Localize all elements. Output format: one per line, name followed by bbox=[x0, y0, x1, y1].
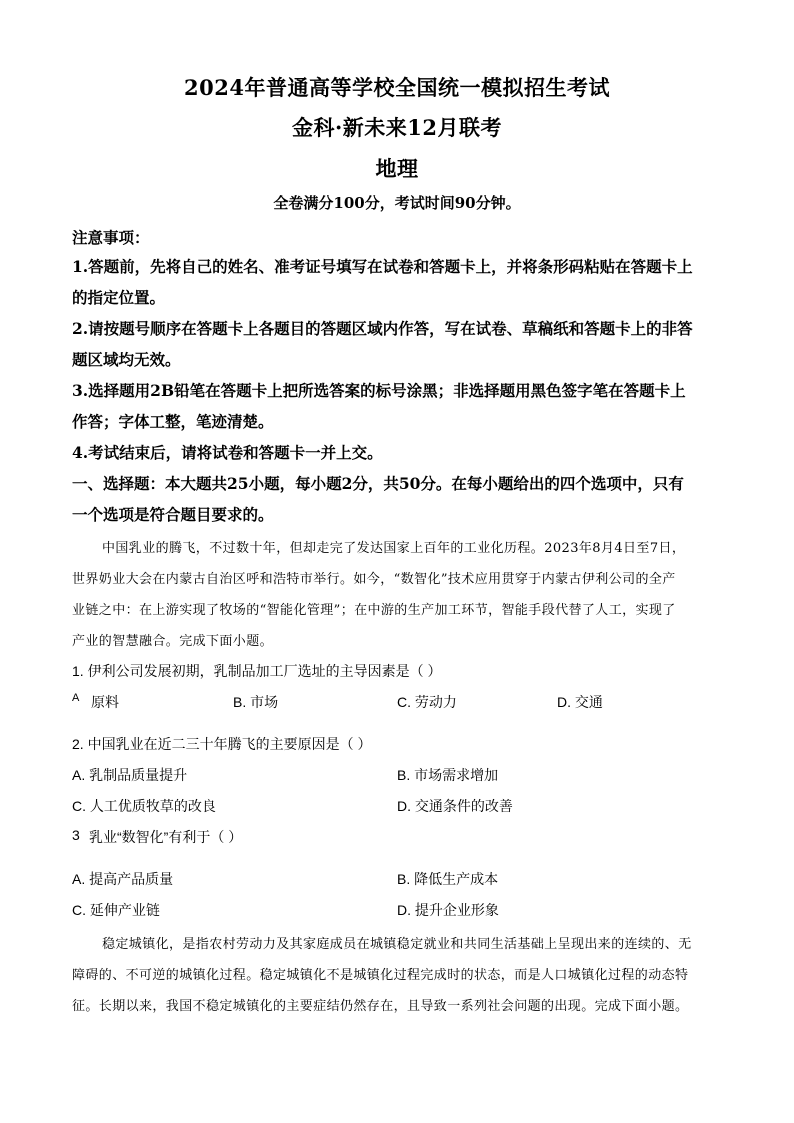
passage-2-line-2: 障碍的、不可逆的城镇化过程。稳定城镇化不是城镇化过程完成时的状态，而是人口城镇化过程的动态特 bbox=[72, 968, 689, 983]
exam-subtitle: 金科·新未来12月联考 bbox=[291, 115, 503, 140]
exam-info: 全卷满分100分，考试时间90分钟。 bbox=[273, 194, 521, 212]
question-2-option-b: B. 市场需求增加 bbox=[397, 767, 499, 783]
note-1-line-2: 的指定位置。 bbox=[72, 288, 166, 307]
passage-2-line-1: 稳定城镇化，是指农村劳动力及其家庭成员在城镇稳定就业和共同生活基础上呈现出来的连续的、无 bbox=[102, 937, 692, 952]
question-3-option-b: B. 降低生产成本 bbox=[397, 871, 499, 887]
passage-1-line-3: 业链之中：在上游实现了牧场的“智能化管理”；在中游的生产加工环节，智能手段代替了人工，实现了 bbox=[72, 603, 676, 618]
note-3-line-1: 3.选择题用2B铅笔在答题卡上把所选答案的标号涂黑；非选择题用黑色签字笔在答题卡上 bbox=[72, 381, 686, 400]
passage-1-line-2: 世界奶业大会在内蒙古自治区呼和浩特市举行。如今，“数智化”技术应用贯穿于内蒙古伊利公司的全产 bbox=[72, 572, 676, 587]
question-3-number: 3 bbox=[72, 827, 80, 843]
notes-heading: 注意事项： bbox=[72, 228, 150, 247]
question-1-option-d: D. 交通 bbox=[557, 694, 603, 710]
question-1-stem: 1. 伊利公司发展初期，乳制品加工厂选址的主导因素是（ ） bbox=[72, 663, 442, 679]
note-3-line-2: 作答；字体工整，笔迹清楚。 bbox=[72, 412, 274, 431]
note-2-line-1: 2.请按题号顺序在答题卡上各题目的答题区域内作答，写在试卷、草稿纸和答题卡上的非答 bbox=[72, 319, 693, 338]
question-1-option-a-letter: A bbox=[72, 692, 80, 704]
question-3-option-a: A. 提高产品质量 bbox=[72, 871, 174, 887]
question-2-option-c: C. 人工优质牧草的改良 bbox=[72, 798, 216, 814]
note-2-line-2: 题区域均无效。 bbox=[72, 350, 181, 369]
passage-1-line-4: 产业的智慧融合。完成下面小题。 bbox=[72, 634, 274, 649]
exam-title: 2024年普通高等学校全国统一模拟招生考试 bbox=[184, 75, 610, 100]
note-4: 4.考试结束后，请将试卷和答题卡一并上交。 bbox=[72, 443, 383, 462]
question-2-stem: 2. 中国乳业在近二三十年腾飞的主要原因是（ ） bbox=[72, 736, 372, 752]
question-2-option-a: A. 乳制品质量提升 bbox=[72, 767, 188, 783]
question-3-option-c: C. 延伸产业链 bbox=[72, 902, 160, 918]
note-1-line-1: 1.答题前，先将自己的姓名、准考证号填写在试卷和答题卡上，并将条形码粘贴在答题卡上 bbox=[72, 257, 693, 276]
question-3-option-d: D. 提升企业形象 bbox=[397, 902, 499, 918]
section-1-line-1: 一、选择题：本大题共25小题，每小题2分，共50分。在每小题给出的四个选项中，只有 bbox=[72, 474, 684, 493]
passage-2-line-3: 征。长期以来，我国不稳定城镇化的主要症结仍然存在，且导致一系列社会问题的出现。完成下面小题。 bbox=[72, 999, 689, 1014]
question-3-stem: 乳业“数智化”有利于（ ） bbox=[89, 829, 243, 845]
question-2-option-d: D. 交通条件的改善 bbox=[397, 798, 513, 814]
question-1-option-c: C. 劳动力 bbox=[397, 694, 457, 710]
subject-title: 地理 bbox=[375, 156, 419, 181]
question-1-option-a: 原料 bbox=[91, 694, 119, 710]
question-1-option-b: B. 市场 bbox=[233, 694, 279, 710]
section-1-line-2: 一个选项是符合题目要求的。 bbox=[72, 505, 274, 524]
passage-1-line-1: 中国乳业的腾飞，不过数十年，但却走完了发达国家上百年的工业化历程。2023年8月4日至7日， bbox=[102, 541, 686, 556]
